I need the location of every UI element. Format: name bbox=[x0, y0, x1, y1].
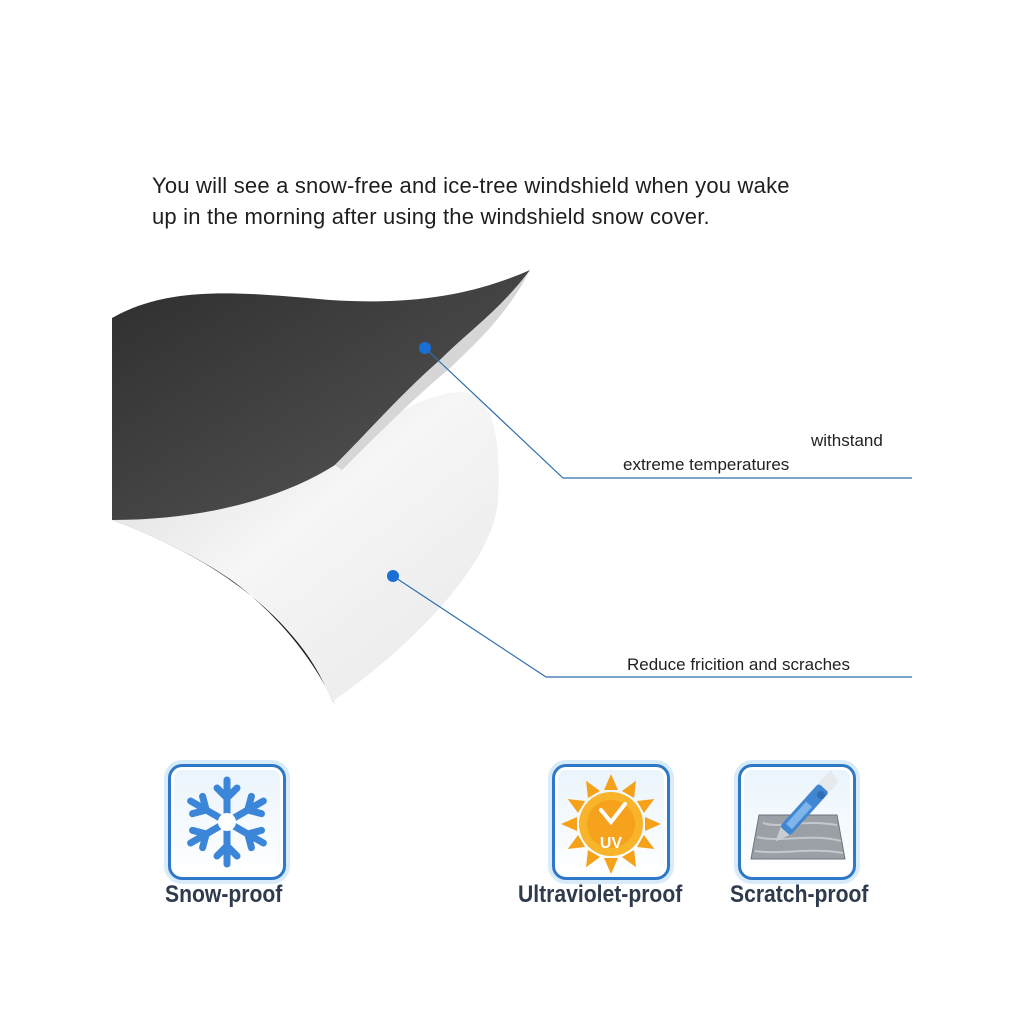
utility-knife-icon bbox=[741, 767, 853, 877]
callout-dot-top bbox=[419, 342, 431, 354]
scratch-proof-badge bbox=[738, 764, 856, 880]
headline-line-2: up in the morning after using the windshield snow cover. bbox=[152, 204, 710, 229]
snowflake-icon bbox=[171, 767, 283, 877]
callout-top-line-2: extreme temperatures bbox=[623, 455, 790, 474]
ultraviolet-proof-label: Ultraviolet-proof bbox=[518, 881, 683, 908]
ultraviolet-proof-badge bbox=[552, 764, 670, 880]
sun-uv-icon bbox=[555, 767, 667, 877]
callout-dot-bottom bbox=[387, 570, 399, 582]
callout-bottom: Reduce fricition and scraches bbox=[627, 655, 851, 674]
snow-proof-label: Snow-proof bbox=[165, 881, 283, 908]
uv-icon-text: UV bbox=[599, 835, 623, 852]
scratch-proof-label: Scratch-proof bbox=[730, 881, 869, 908]
snow-proof-badge bbox=[168, 764, 286, 880]
callout-top-line-1: withstand bbox=[811, 431, 883, 450]
headline-line-1: You will see a snow-free and ice-tree windshield when you wake bbox=[152, 173, 790, 198]
